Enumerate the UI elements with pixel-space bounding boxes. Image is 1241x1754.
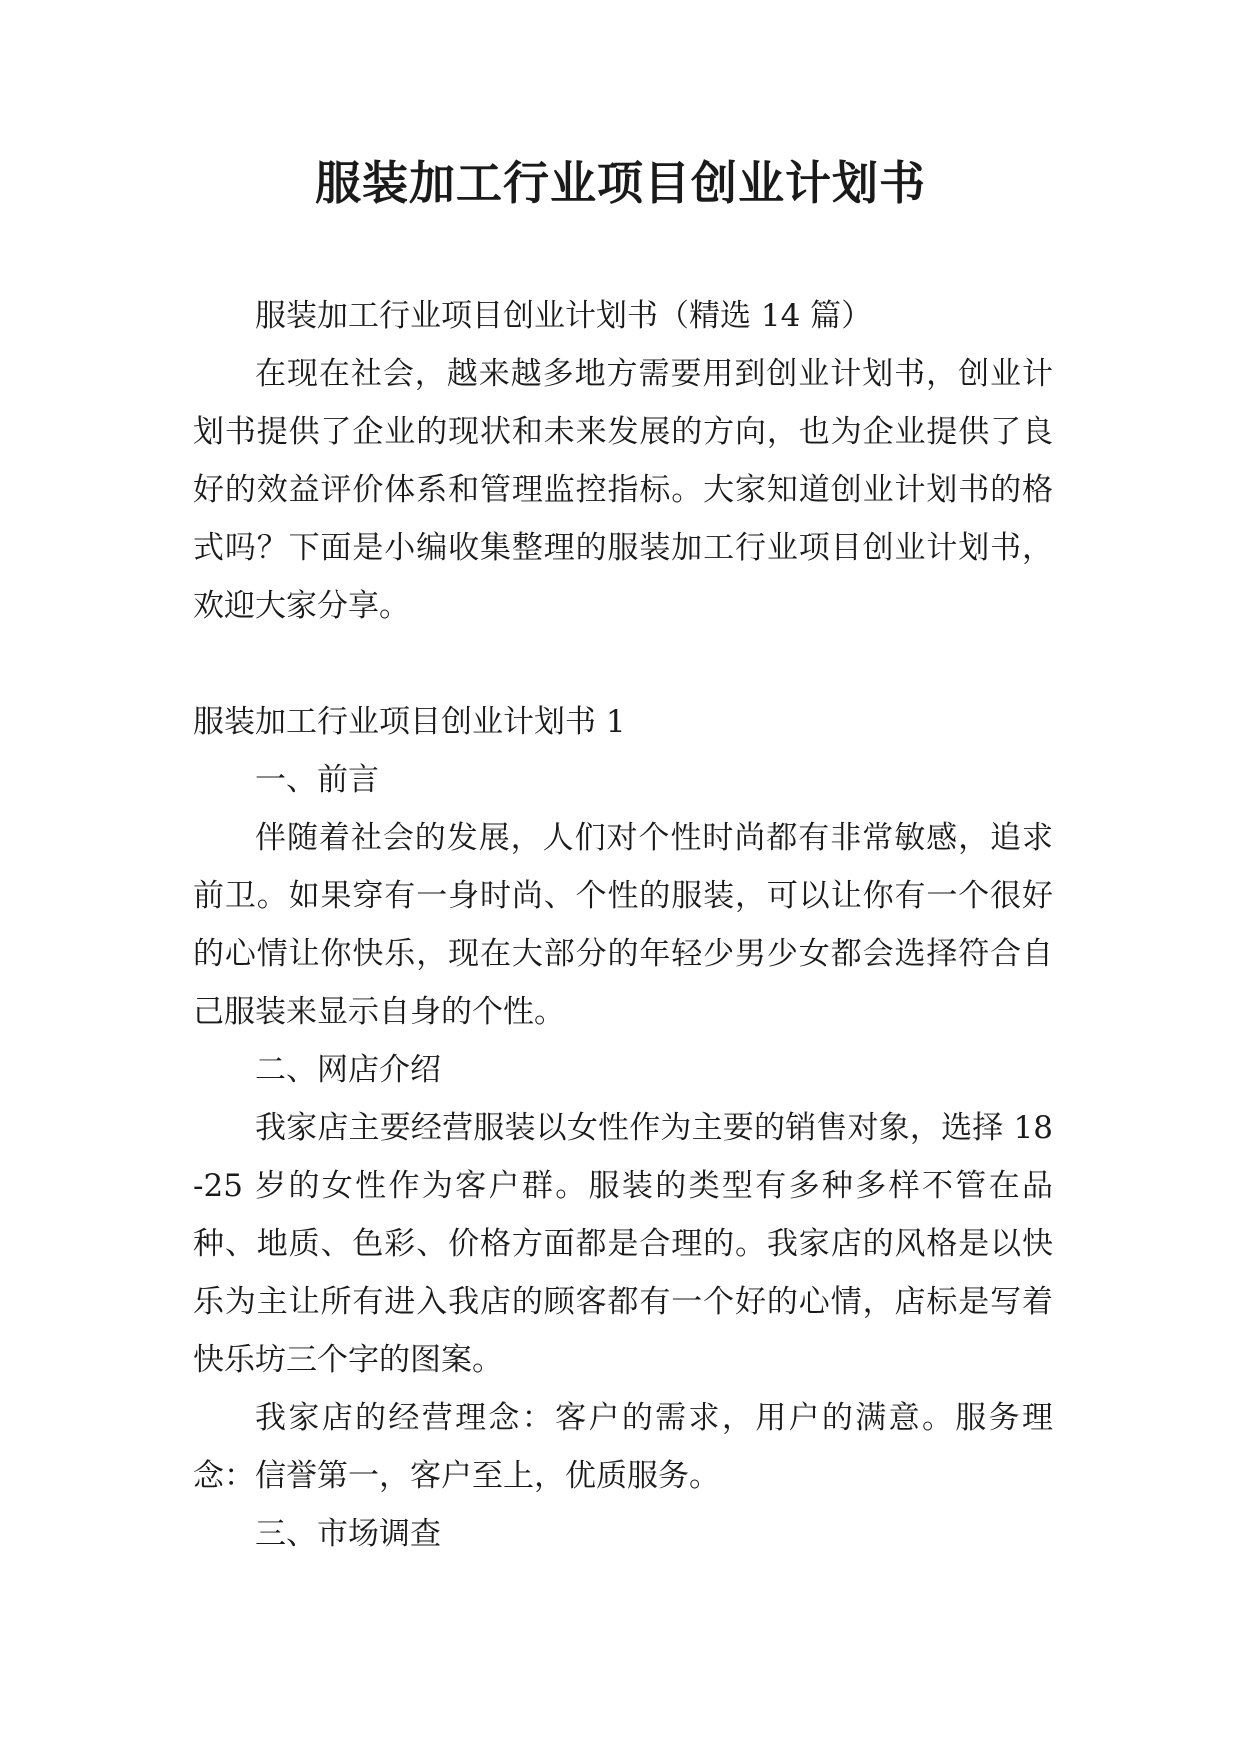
heading-market-research: 三、市场调查 — [255, 1516, 441, 1552]
document-body — [193, 287, 1053, 1563]
section-title: 服装加工行业项目创业计划书 1 — [193, 704, 626, 740]
document-subtitle: 服装加工行业项目创业计划书（精选 14 篇） — [255, 298, 873, 334]
preface-paragraph: 伴随着社会的发展，人们对个性时尚都有非常敏感，追求前卫。如果穿有一身时尚、个性的服装，可以让你有一个很好的心情让你快乐，现在大部分的年轻少男少女都会选择符合自己服装来显示自身的个性。 — [193, 820, 1053, 1030]
document-title: 服装加工行业项目创业计划书 — [315, 156, 926, 210]
heading-shop-intro: 二、网店介绍 — [255, 1052, 441, 1088]
heading-preface: 一、前言 — [255, 762, 379, 798]
shop-philosophy-paragraph: 我家店的经营理念：客户的需求，用户的满意。服务理念：信誉第一，客户至上，优质服务。 — [193, 1400, 1053, 1494]
spacer — [193, 635, 1053, 693]
intro-paragraph: 在现在社会，越来越多地方需要用到创业计划书，创业计划书提供了企业的现状和未来发展的方向，也为企业提供了良好的效益评价体系和管理监控指标。大家知道创业计划书的格式吗？下面是小编收集整理的服装加工行业项目创业计划书，欢迎大家分享。 — [193, 356, 1053, 624]
shop-intro-paragraph: 我家店主要经营服装以女性作为主要的销售对象，选择 18-25 岁的女性作为客户群。服装的类型有多种多样不管在品种、地质、色彩、价格方面都是合理的。我家店的风格是以快乐为主让所有进入我店的顾客都有一个好的心情，店标是写着快乐坊三个字的图案。 — [193, 1110, 1053, 1378]
